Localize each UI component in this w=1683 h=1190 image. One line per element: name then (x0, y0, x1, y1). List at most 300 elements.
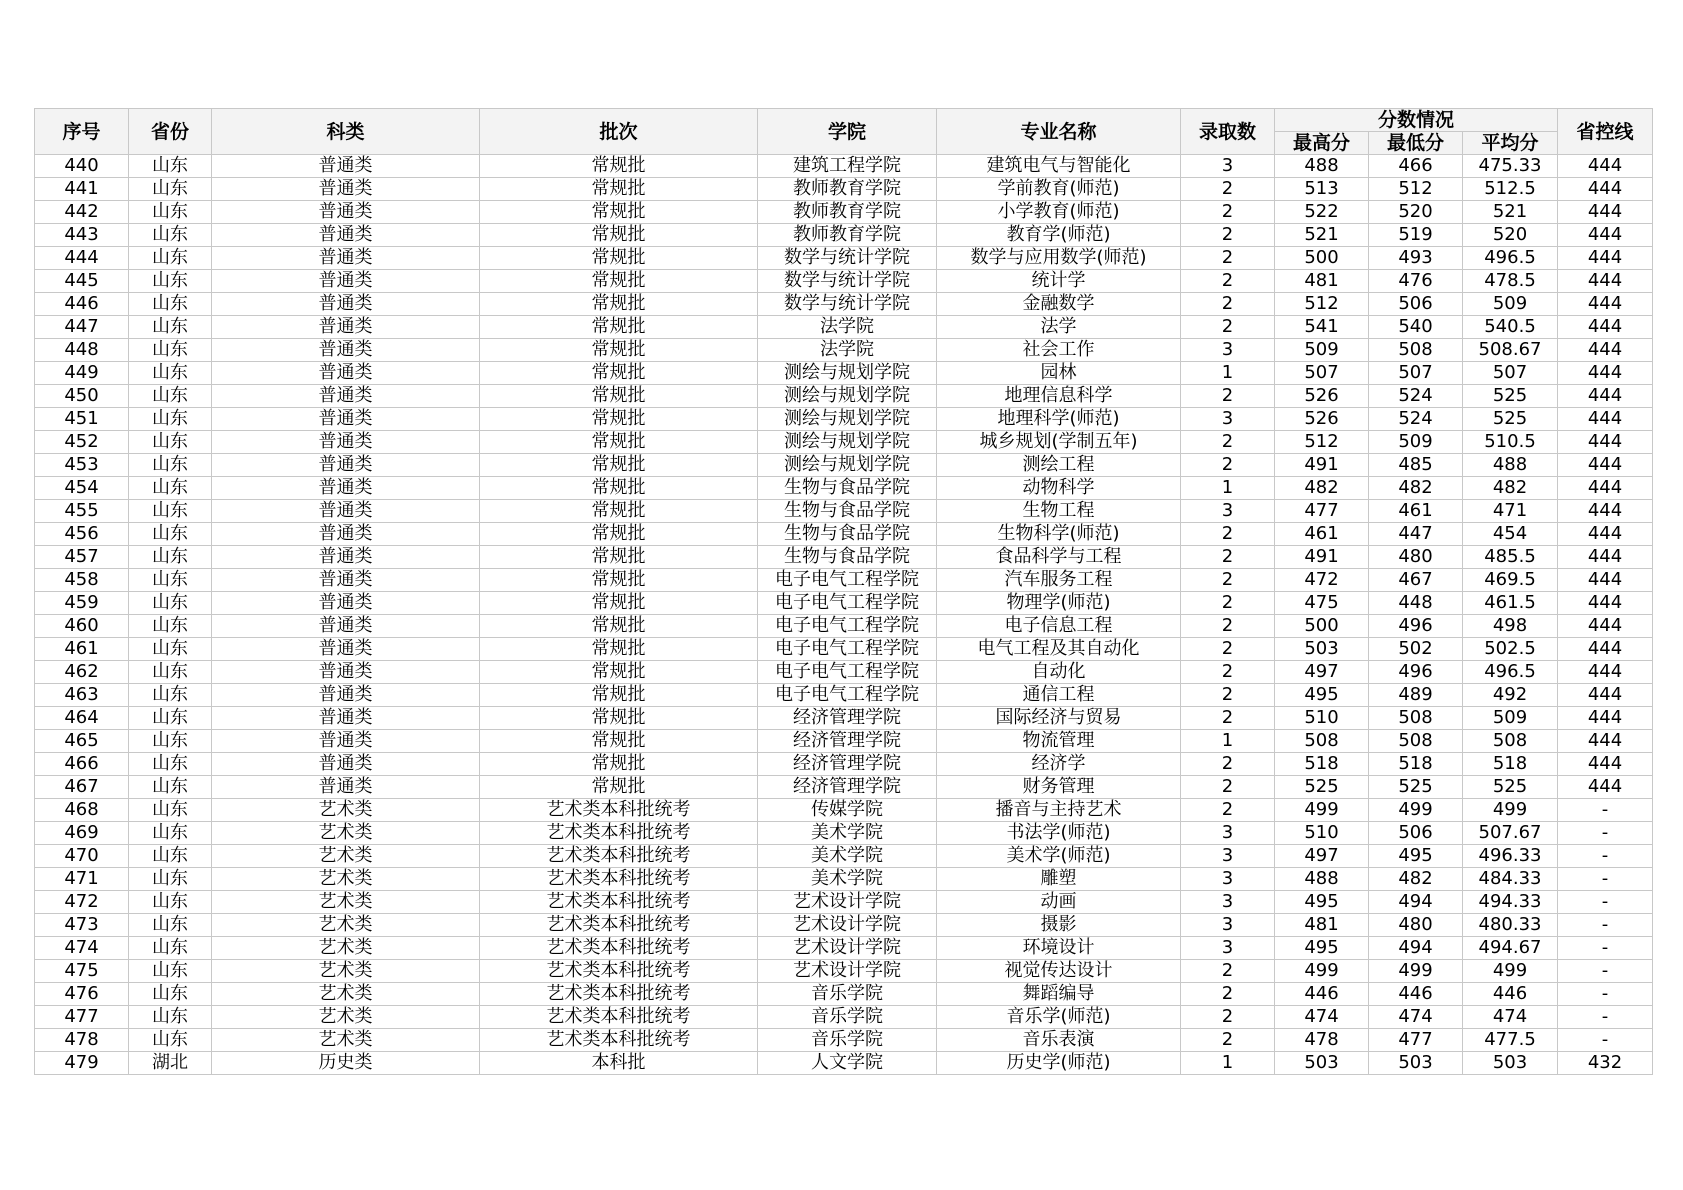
cell-province: 山东 (129, 247, 212, 270)
cell-avg: 518 (1463, 753, 1558, 776)
cell-province: 山东 (129, 914, 212, 937)
cell-avg: 499 (1463, 799, 1558, 822)
cell-control-line: 444 (1558, 753, 1653, 776)
cell-control-line: 444 (1558, 178, 1653, 201)
table-row (35, 270, 1653, 293)
cell-min: 494 (1369, 937, 1463, 960)
cell-major: 数学与应用数学(师范) (937, 247, 1181, 270)
cell-control-line: 444 (1558, 776, 1653, 799)
cell-seq: 452 (35, 431, 129, 454)
cell-college: 生物与食品学院 (758, 546, 937, 569)
cell-min: 503 (1369, 1052, 1463, 1075)
cell-max: 522 (1275, 201, 1369, 224)
cell-batch: 常规批 (480, 247, 758, 270)
cell-category: 普通类 (212, 339, 480, 362)
cell-category: 普通类 (212, 523, 480, 546)
cell-control-line: 444 (1558, 408, 1653, 431)
cell-min: 499 (1369, 960, 1463, 983)
cell-college: 电子电气工程学院 (758, 569, 937, 592)
cell-college: 数学与统计学院 (758, 270, 937, 293)
cell-seq: 477 (35, 1006, 129, 1029)
cell-control-line: - (1558, 983, 1653, 1006)
cell-major: 金融数学 (937, 293, 1181, 316)
cell-control-line: 444 (1558, 224, 1653, 247)
cell-category: 艺术类 (212, 845, 480, 868)
table-row (35, 707, 1653, 730)
cell-major: 小学教育(师范) (937, 201, 1181, 224)
cell-seq: 458 (35, 569, 129, 592)
cell-avg: 461.5 (1463, 592, 1558, 615)
cell-max: 495 (1275, 891, 1369, 914)
cell-major: 美术学(师范) (937, 845, 1181, 868)
cell-category: 普通类 (212, 270, 480, 293)
cell-min: 496 (1369, 661, 1463, 684)
cell-avg: 469.5 (1463, 569, 1558, 592)
cell-min: 509 (1369, 431, 1463, 454)
cell-college: 测绘与规划学院 (758, 408, 937, 431)
cell-seq: 442 (35, 201, 129, 224)
cell-max: 477 (1275, 500, 1369, 523)
cell-province: 山东 (129, 615, 212, 638)
cell-college: 音乐学院 (758, 983, 937, 1006)
cell-province: 山东 (129, 592, 212, 615)
cell-batch: 艺术类本科批统考 (480, 822, 758, 845)
cell-seq: 471 (35, 868, 129, 891)
cell-min: 508 (1369, 707, 1463, 730)
cell-min: 520 (1369, 201, 1463, 224)
cell-batch: 常规批 (480, 615, 758, 638)
cell-avg: 503 (1463, 1052, 1558, 1075)
cell-min: 508 (1369, 730, 1463, 753)
cell-category: 普通类 (212, 707, 480, 730)
table-row (35, 408, 1653, 431)
cell-batch: 常规批 (480, 385, 758, 408)
cell-avg: 454 (1463, 523, 1558, 546)
cell-max: 507 (1275, 362, 1369, 385)
cell-college: 教师教育学院 (758, 224, 937, 247)
cell-category: 普通类 (212, 661, 480, 684)
cell-control-line: - (1558, 1029, 1653, 1052)
cell-enrolled: 2 (1181, 799, 1275, 822)
cell-category: 艺术类 (212, 914, 480, 937)
header-province: 省份 (129, 109, 212, 155)
cell-max: 508 (1275, 730, 1369, 753)
cell-province: 山东 (129, 270, 212, 293)
cell-category: 普通类 (212, 362, 480, 385)
cell-enrolled: 2 (1181, 684, 1275, 707)
cell-category: 艺术类 (212, 1006, 480, 1029)
table-row (35, 316, 1653, 339)
cell-enrolled: 2 (1181, 960, 1275, 983)
cell-control-line: 444 (1558, 293, 1653, 316)
cell-province: 山东 (129, 730, 212, 753)
cell-major: 法学 (937, 316, 1181, 339)
cell-college: 教师教育学院 (758, 201, 937, 224)
cell-enrolled: 2 (1181, 431, 1275, 454)
cell-control-line: 444 (1558, 270, 1653, 293)
cell-seq: 448 (35, 339, 129, 362)
cell-category: 普通类 (212, 454, 480, 477)
cell-batch: 常规批 (480, 776, 758, 799)
header-category: 科类 (212, 109, 480, 155)
cell-seq: 465 (35, 730, 129, 753)
cell-enrolled: 2 (1181, 385, 1275, 408)
cell-max: 518 (1275, 753, 1369, 776)
cell-min: 518 (1369, 753, 1463, 776)
cell-category: 普通类 (212, 178, 480, 201)
admission-score-table (34, 108, 1653, 1075)
cell-control-line: 444 (1558, 316, 1653, 339)
cell-enrolled: 1 (1181, 477, 1275, 500)
cell-min: 476 (1369, 270, 1463, 293)
cell-avg: 446 (1463, 983, 1558, 1006)
cell-max: 478 (1275, 1029, 1369, 1052)
cell-category: 艺术类 (212, 868, 480, 891)
cell-min: 499 (1369, 799, 1463, 822)
cell-category: 普通类 (212, 477, 480, 500)
cell-college: 电子电气工程学院 (758, 592, 937, 615)
cell-category: 普通类 (212, 638, 480, 661)
table-row (35, 431, 1653, 454)
cell-enrolled: 2 (1181, 569, 1275, 592)
cell-seq: 461 (35, 638, 129, 661)
cell-seq: 466 (35, 753, 129, 776)
cell-seq: 464 (35, 707, 129, 730)
cell-province: 山东 (129, 385, 212, 408)
table-row (35, 891, 1653, 914)
cell-control-line: 444 (1558, 339, 1653, 362)
cell-control-line: 444 (1558, 155, 1653, 178)
header-enrolled: 录取数 (1181, 109, 1275, 155)
cell-max: 475 (1275, 592, 1369, 615)
cell-seq: 476 (35, 983, 129, 1006)
cell-enrolled: 3 (1181, 845, 1275, 868)
cell-category: 普通类 (212, 730, 480, 753)
cell-control-line: 444 (1558, 569, 1653, 592)
cell-control-line: 444 (1558, 730, 1653, 753)
cell-avg: 496.5 (1463, 247, 1558, 270)
cell-seq: 473 (35, 914, 129, 937)
cell-min: 477 (1369, 1029, 1463, 1052)
cell-control-line: - (1558, 822, 1653, 845)
cell-seq: 457 (35, 546, 129, 569)
cell-seq: 459 (35, 592, 129, 615)
cell-max: 500 (1275, 615, 1369, 638)
cell-min: 482 (1369, 868, 1463, 891)
cell-seq: 479 (35, 1052, 129, 1075)
table-header (35, 109, 1653, 155)
cell-category: 普通类 (212, 592, 480, 615)
cell-avg: 494.33 (1463, 891, 1558, 914)
cell-province: 山东 (129, 477, 212, 500)
cell-max: 497 (1275, 845, 1369, 868)
cell-max: 499 (1275, 960, 1369, 983)
cell-control-line: - (1558, 914, 1653, 937)
cell-enrolled: 2 (1181, 546, 1275, 569)
cell-seq: 456 (35, 523, 129, 546)
cell-province: 山东 (129, 937, 212, 960)
table-row (35, 914, 1653, 937)
cell-max: 500 (1275, 247, 1369, 270)
cell-college: 数学与统计学院 (758, 247, 937, 270)
cell-control-line: 432 (1558, 1052, 1653, 1075)
cell-seq: 440 (35, 155, 129, 178)
cell-college: 电子电气工程学院 (758, 638, 937, 661)
cell-college: 教师教育学院 (758, 178, 937, 201)
cell-avg: 488 (1463, 454, 1558, 477)
cell-category: 艺术类 (212, 799, 480, 822)
cell-category: 艺术类 (212, 1029, 480, 1052)
cell-province: 山东 (129, 569, 212, 592)
cell-major: 视觉传达设计 (937, 960, 1181, 983)
header-major: 专业名称 (937, 109, 1181, 155)
cell-seq: 472 (35, 891, 129, 914)
cell-enrolled: 1 (1181, 1052, 1275, 1075)
cell-province: 山东 (129, 1029, 212, 1052)
cell-avg: 496.33 (1463, 845, 1558, 868)
cell-batch: 常规批 (480, 753, 758, 776)
cell-min: 482 (1369, 477, 1463, 500)
cell-college: 经济管理学院 (758, 730, 937, 753)
cell-college: 音乐学院 (758, 1029, 937, 1052)
cell-category: 普通类 (212, 776, 480, 799)
cell-control-line: 444 (1558, 477, 1653, 500)
cell-seq: 450 (35, 385, 129, 408)
cell-enrolled: 3 (1181, 891, 1275, 914)
cell-enrolled: 2 (1181, 523, 1275, 546)
cell-category: 普通类 (212, 753, 480, 776)
cell-major: 建筑电气与智能化 (937, 155, 1181, 178)
cell-control-line: 444 (1558, 638, 1653, 661)
cell-batch: 常规批 (480, 569, 758, 592)
cell-control-line: 444 (1558, 362, 1653, 385)
cell-seq: 469 (35, 822, 129, 845)
header-max: 最高分 (1275, 132, 1369, 155)
cell-max: 495 (1275, 937, 1369, 960)
cell-max: 472 (1275, 569, 1369, 592)
cell-min: 466 (1369, 155, 1463, 178)
cell-enrolled: 1 (1181, 730, 1275, 753)
cell-college: 经济管理学院 (758, 753, 937, 776)
table-row (35, 615, 1653, 638)
cell-college: 艺术设计学院 (758, 937, 937, 960)
cell-seq: 468 (35, 799, 129, 822)
cell-major: 自动化 (937, 661, 1181, 684)
cell-avg: 494.67 (1463, 937, 1558, 960)
cell-max: 446 (1275, 983, 1369, 1006)
cell-min: 508 (1369, 339, 1463, 362)
table-row (35, 293, 1653, 316)
cell-batch: 常规批 (480, 500, 758, 523)
cell-province: 湖北 (129, 1052, 212, 1075)
cell-province: 山东 (129, 408, 212, 431)
cell-category: 普通类 (212, 500, 480, 523)
cell-batch: 常规批 (480, 408, 758, 431)
cell-province: 山东 (129, 500, 212, 523)
cell-avg: 477.5 (1463, 1029, 1558, 1052)
cell-college: 数学与统计学院 (758, 293, 937, 316)
cell-avg: 498 (1463, 615, 1558, 638)
cell-province: 山东 (129, 546, 212, 569)
cell-seq: 475 (35, 960, 129, 983)
cell-major: 播音与主持艺术 (937, 799, 1181, 822)
cell-avg: 482 (1463, 477, 1558, 500)
cell-enrolled: 2 (1181, 201, 1275, 224)
table-row (35, 753, 1653, 776)
cell-enrolled: 2 (1181, 776, 1275, 799)
cell-avg: 496.5 (1463, 661, 1558, 684)
cell-enrolled: 2 (1181, 983, 1275, 1006)
cell-province: 山东 (129, 799, 212, 822)
cell-max: 513 (1275, 178, 1369, 201)
cell-seq: 444 (35, 247, 129, 270)
cell-enrolled: 2 (1181, 1006, 1275, 1029)
cell-max: 499 (1275, 799, 1369, 822)
cell-province: 山东 (129, 661, 212, 684)
cell-control-line: 444 (1558, 201, 1653, 224)
cell-max: 461 (1275, 523, 1369, 546)
cell-province: 山东 (129, 822, 212, 845)
cell-province: 山东 (129, 684, 212, 707)
cell-max: 474 (1275, 1006, 1369, 1029)
cell-province: 山东 (129, 201, 212, 224)
cell-category: 普通类 (212, 224, 480, 247)
cell-max: 510 (1275, 707, 1369, 730)
cell-major: 通信工程 (937, 684, 1181, 707)
table-row (35, 1052, 1653, 1075)
cell-batch: 常规批 (480, 730, 758, 753)
cell-avg: 521 (1463, 201, 1558, 224)
cell-batch: 常规批 (480, 155, 758, 178)
cell-batch: 常规批 (480, 362, 758, 385)
cell-major: 物流管理 (937, 730, 1181, 753)
cell-major: 音乐学(师范) (937, 1006, 1181, 1029)
cell-category: 普通类 (212, 569, 480, 592)
cell-max: 526 (1275, 385, 1369, 408)
cell-seq: 445 (35, 270, 129, 293)
cell-control-line: 444 (1558, 592, 1653, 615)
cell-batch: 艺术类本科批统考 (480, 983, 758, 1006)
cell-category: 普通类 (212, 431, 480, 454)
cell-college: 法学院 (758, 339, 937, 362)
cell-college: 人文学院 (758, 1052, 937, 1075)
cell-college: 法学院 (758, 316, 937, 339)
table-row (35, 960, 1653, 983)
cell-avg: 507.67 (1463, 822, 1558, 845)
cell-major: 学前教育(师范) (937, 178, 1181, 201)
table-row (35, 983, 1653, 1006)
cell-category: 普通类 (212, 247, 480, 270)
cell-enrolled: 3 (1181, 914, 1275, 937)
cell-enrolled: 2 (1181, 615, 1275, 638)
cell-batch: 常规批 (480, 546, 758, 569)
cell-min: 485 (1369, 454, 1463, 477)
cell-enrolled: 2 (1181, 753, 1275, 776)
cell-seq: 443 (35, 224, 129, 247)
cell-control-line: 444 (1558, 684, 1653, 707)
cell-min: 446 (1369, 983, 1463, 1006)
cell-batch: 艺术类本科批统考 (480, 868, 758, 891)
cell-seq: 460 (35, 615, 129, 638)
table-row (35, 500, 1653, 523)
cell-category: 普通类 (212, 316, 480, 339)
cell-college: 美术学院 (758, 822, 937, 845)
cell-batch: 艺术类本科批统考 (480, 937, 758, 960)
cell-province: 山东 (129, 776, 212, 799)
cell-avg: 471 (1463, 500, 1558, 523)
cell-avg: 509 (1463, 293, 1558, 316)
cell-seq: 453 (35, 454, 129, 477)
cell-major: 测绘工程 (937, 454, 1181, 477)
cell-college: 美术学院 (758, 845, 937, 868)
header-score-group: 分数情况 (1275, 109, 1558, 132)
cell-control-line: 444 (1558, 523, 1653, 546)
cell-enrolled: 2 (1181, 454, 1275, 477)
table-row (35, 822, 1653, 845)
header-college: 学院 (758, 109, 937, 155)
cell-college: 艺术设计学院 (758, 914, 937, 937)
cell-avg: 478.5 (1463, 270, 1558, 293)
cell-major: 环境设计 (937, 937, 1181, 960)
cell-control-line: 444 (1558, 385, 1653, 408)
cell-min: 512 (1369, 178, 1463, 201)
header-seq: 序号 (35, 109, 129, 155)
cell-major: 动物科学 (937, 477, 1181, 500)
cell-category: 普通类 (212, 615, 480, 638)
cell-seq: 478 (35, 1029, 129, 1052)
cell-seq: 441 (35, 178, 129, 201)
cell-province: 山东 (129, 753, 212, 776)
cell-batch: 本科批 (480, 1052, 758, 1075)
cell-category: 艺术类 (212, 937, 480, 960)
cell-control-line: 444 (1558, 707, 1653, 730)
cell-province: 山东 (129, 362, 212, 385)
cell-max: 488 (1275, 868, 1369, 891)
cell-avg: 507 (1463, 362, 1558, 385)
table-row (35, 155, 1653, 178)
cell-min: 502 (1369, 638, 1463, 661)
cell-college: 生物与食品学院 (758, 500, 937, 523)
cell-seq: 449 (35, 362, 129, 385)
cell-max: 521 (1275, 224, 1369, 247)
cell-max: 509 (1275, 339, 1369, 362)
cell-batch: 常规批 (480, 638, 758, 661)
cell-major: 汽车服务工程 (937, 569, 1181, 592)
cell-max: 525 (1275, 776, 1369, 799)
table-row (35, 661, 1653, 684)
table-row (35, 776, 1653, 799)
cell-avg: 474 (1463, 1006, 1558, 1029)
cell-college: 艺术设计学院 (758, 960, 937, 983)
cell-min: 474 (1369, 1006, 1463, 1029)
table-row (35, 454, 1653, 477)
cell-avg: 484.33 (1463, 868, 1558, 891)
cell-college: 经济管理学院 (758, 707, 937, 730)
cell-college: 传媒学院 (758, 799, 937, 822)
cell-seq: 447 (35, 316, 129, 339)
table-body (35, 155, 1653, 1075)
header-min: 最低分 (1369, 132, 1463, 155)
cell-major: 园林 (937, 362, 1181, 385)
cell-min: 493 (1369, 247, 1463, 270)
cell-avg: 502.5 (1463, 638, 1558, 661)
cell-enrolled: 3 (1181, 339, 1275, 362)
cell-province: 山东 (129, 431, 212, 454)
cell-major: 教育学(师范) (937, 224, 1181, 247)
cell-min: 506 (1369, 293, 1463, 316)
cell-max: 503 (1275, 1052, 1369, 1075)
cell-major: 电气工程及其自动化 (937, 638, 1181, 661)
